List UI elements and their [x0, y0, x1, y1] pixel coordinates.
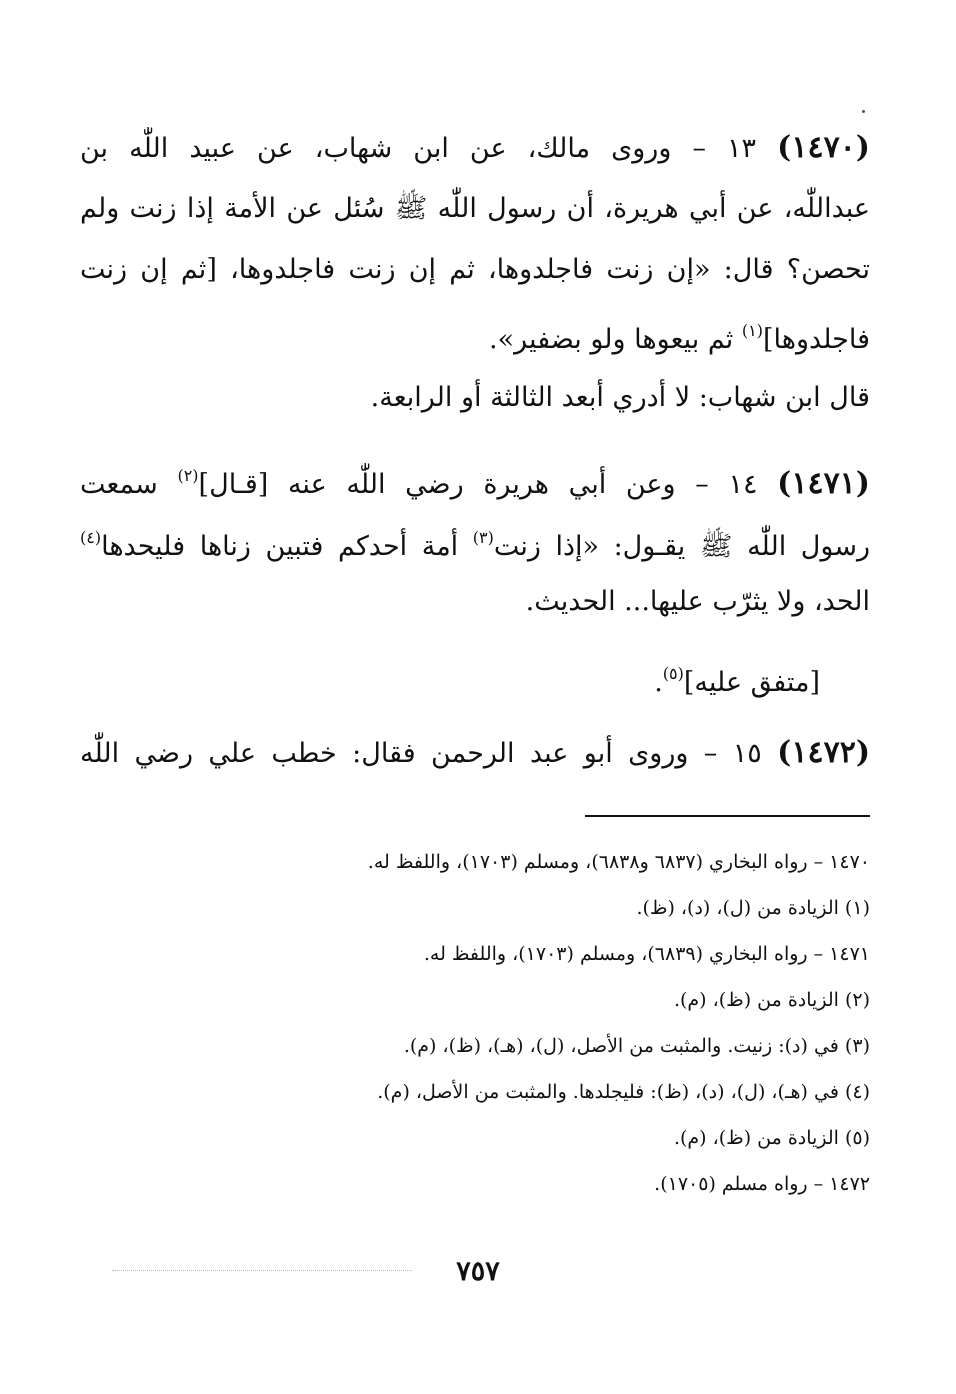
footnote-1: (١) الزيادة من (ل)، (د)، (ظ). — [636, 897, 870, 919]
hadith-1471-text-2b: أمة أحدكم فتبين زناها فليحدها — [101, 531, 473, 562]
hadith-number-1472: (١٤٧٢) — [777, 735, 871, 770]
footnote-ref-1: (١) — [741, 321, 764, 340]
footnote-ref-2: (٢) — [177, 466, 199, 485]
footnote-4: (٤) في (هـ)، (ل)، (د)، (ظ): فليجلدها. والمثبت من الأصل، (م). — [377, 1081, 870, 1103]
footnote-1471: ١٤٧١ – رواه البخاري (٦٨٣٩)، ومسلم (١٧٠٣)، واللفظ له. — [423, 943, 870, 965]
hadith-1472-text-1: ١٥ – وروى أبو عبد الرحمن فقال: خطب علي رضي اللّٰه — [80, 738, 762, 769]
footnote-separator — [585, 815, 870, 817]
hadith-1470-line-1 — [80, 128, 870, 169]
hadith-1472-line-1 — [80, 733, 870, 774]
hadith-1471-text-1b: سمعت — [80, 469, 178, 500]
hadith-1471-text-4a: [متفق عليه] — [683, 667, 820, 698]
hadith-1471-text-4b: . — [654, 667, 663, 698]
hadith-number-1471: (١٤٧١) — [777, 466, 870, 501]
page-number: ٧٥٧ — [456, 1256, 500, 1287]
hadith-1470-line-4 — [80, 311, 870, 360]
hadith-1471-text-2a: رسول اللّٰه ﷺ يقـول: «إذا زنت — [493, 531, 870, 562]
footnote-1470: ١٤٧٠ – رواه البخاري (٦٨٣٧ و٦٨٣٨)، ومسلم (١٧٠٣)، واللفظ له. — [367, 851, 870, 873]
hadith-1470-line-3: تحصن؟ قال: «إن زنت فاجلدوها، ثم إن زنت فاجلدوها، [ثم إن زنت — [80, 254, 870, 285]
hadith-1471-line-3: الحد، ولا يثرّب عليها... الحديث. — [525, 586, 870, 617]
footnote-3: (٣) في (د): زنيت. والمثبت من الأصل، (ل)، (هـ)، (ظ)، (م). — [403, 1035, 870, 1057]
hadith-1471-source — [30, 654, 820, 703]
footnote-1472: ١٤٧٢ – رواه مسلم (١٧٠٥). — [654, 1173, 870, 1195]
hadith-1471-text-1a: ١٤ – وعن أبي هريرة رضي اللّٰه عنه [قـال] — [198, 469, 758, 500]
ibn-shihab-note: قال ابن شهاب: لا أدري أبعد الثالثة أو الرابعة. — [370, 382, 870, 413]
hadith-1470-text-1: ١٣ – وروى مالك، عن ابن شهاب، عن عبيد اللّٰه بن — [80, 133, 757, 164]
footnote-ref-3: (٣) — [472, 528, 494, 547]
hadith-1470-text-4b: ثم بيعوها ولو بضفير». — [489, 324, 742, 355]
footnote-2: (٢) الزيادة من (ظ)، (م). — [673, 989, 870, 1011]
footnote-ref-5: (٥) — [662, 664, 684, 683]
footnote-ref-4: (٤) — [80, 528, 102, 547]
hadith-1471-line-2 — [80, 518, 870, 567]
footnote-5: (٥) الزيادة من (ظ)، (م). — [673, 1127, 870, 1149]
hadith-number-1470: (١٤٧٠) — [777, 130, 870, 165]
hadith-1471-line-1 — [80, 456, 870, 505]
scan-artifact-line — [112, 1270, 412, 1271]
scan-speck — [862, 110, 865, 113]
hadith-1470-text-4a: فاجلدوها] — [763, 324, 870, 355]
hadith-1470-line-2: عبداللّٰه، عن أبي هريرة، أن رسول اللّٰه ﷺ سُئل عن الأمة إذا زنت ولم — [80, 193, 870, 224]
